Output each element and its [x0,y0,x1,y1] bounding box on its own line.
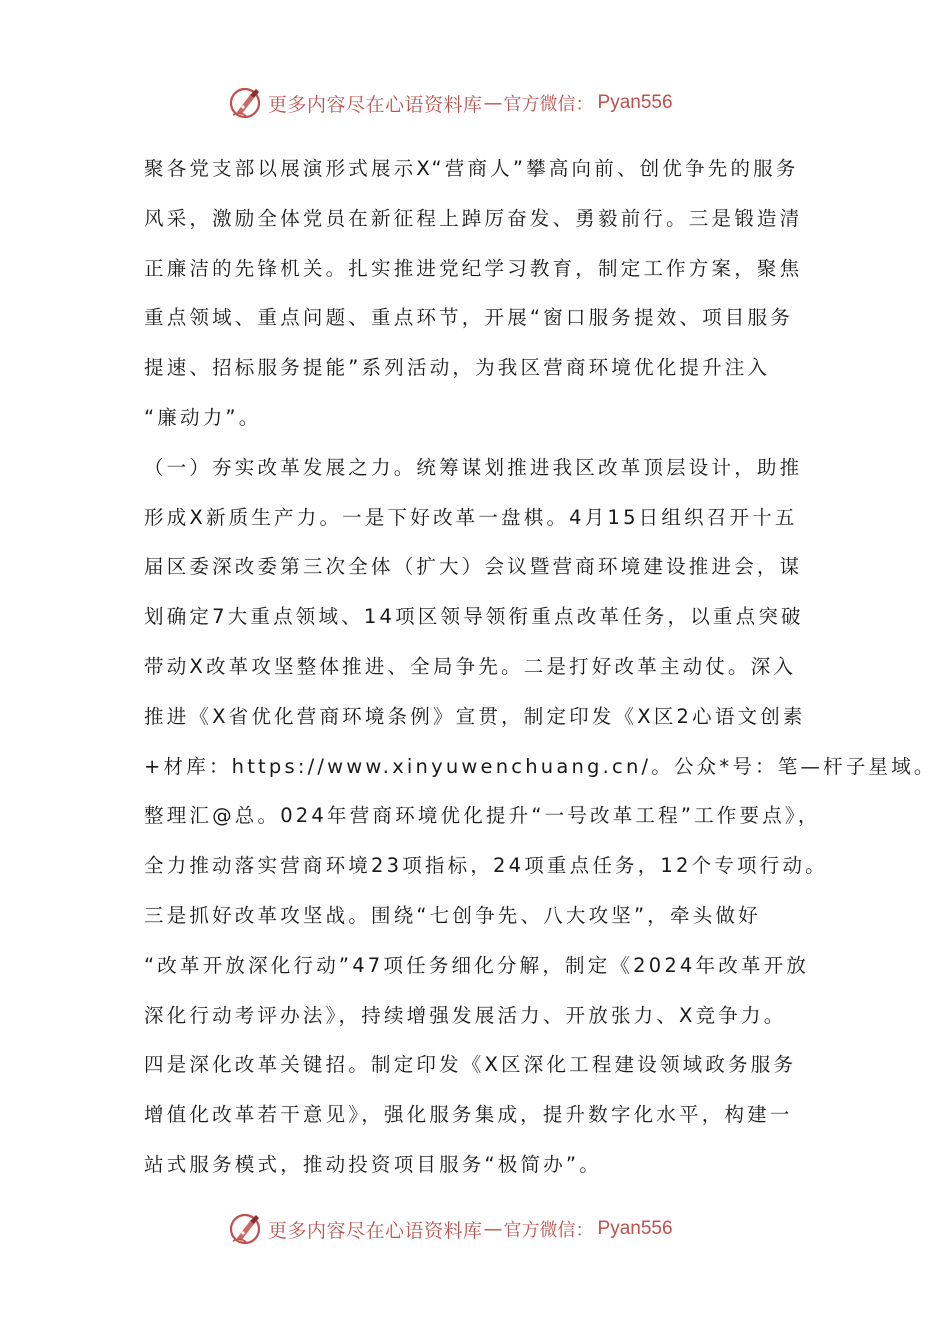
text-line: （一）夯实改革发展之力。统筹谋划推进我区改革顶层设计，助推 [144,455,803,479]
text-line: 全力推动落实营商环境23项指标，24项重点任务，12个专项行动。 [144,854,828,878]
text-line: 提速、招标服务提能”系列活动，为我区营商环境优化提升注入 [144,356,771,380]
text-line: 深化行动考评办法》，持续增强发展活力、开放张力、X竞争力。 [144,1003,787,1027]
banner-text: 更多内容尽在心语资料库 [268,1219,483,1242]
text-line: 聚各党支部以展演形式展示X“营商人”攀高向前、创优争先的服务 [144,157,799,180]
banner-wechat-label: 官方微信： [503,94,594,115]
text-line: 正廉洁的先锋机关。扎实推进党纪学习教育，制定工作方案，聚焦 [144,256,803,280]
banner-separator: — [483,1218,503,1240]
banner-wechat-id: Pyan556 [597,1218,673,1239]
pen-nib-logo-icon [228,1211,264,1247]
banner-wechat-id: Pyan556 [597,92,673,113]
header-banner [228,81,673,125]
text-line: 届区委深改委第三次全体（扩大）会议暨营商环境建设推进会，谋 [144,555,803,579]
pen-nib-logo-icon [228,85,264,121]
text-line: 整理汇@总。024年营商环境优化提升“一号改革工程”工作要点》， [144,804,821,828]
body-text [144,144,937,1190]
text-line: 四是深化改革关键招。制定印发《X区深化工程建设领域政务服务 [144,1053,797,1077]
text-line: 推进《X省优化营商环境条例》宣贯，制定印发《X区2心语文创素 [144,704,806,728]
footer-banner [228,1207,673,1251]
text-line: 重点领域、重点问题、重点环节，开展“窗口服务提效、项目服务 [144,306,793,330]
text-line: 形成X新质生产力。一是下好改革一盘棋。4月15日组织召开十五 [144,505,798,529]
text-line: 风采，激励全体党员在新征程上踔厉奋发、勇毅前行。三是锻造清 [144,206,803,230]
text-line: 带动X改革攻坚整体推进、全局争先。二是打好改革主动仗。深入 [144,654,797,678]
banner-wechat-label: 官方微信： [503,1220,594,1241]
text-line: 站式服务模式，推动投资项目服务“极简办”。 [144,1152,602,1176]
banner-separator: — [483,92,503,114]
banner-text: 更多内容尽在心语资料库 [268,93,483,116]
text-line: 三是抓好改革攻坚战。围绕“七创争先、八大攻坚”，牵头做好 [144,903,761,927]
text-line: “改革开放深化行动”47项任务细化分解，制定《2024年改革开放 [144,953,810,977]
text-line: 增值化改革若干意见》，强化服务集成，提升数字化水平，构建一 [144,1103,793,1127]
text-line: “廉动力”。 [144,405,262,429]
text-line: +材库：https://www.xinyuwenchuang.cn/。公众*号：笔—杆子星域。 [144,754,937,778]
text-line: 划确定7大重点领域、14项区领导领衔重点改革任务，以重点突破 [144,605,804,629]
